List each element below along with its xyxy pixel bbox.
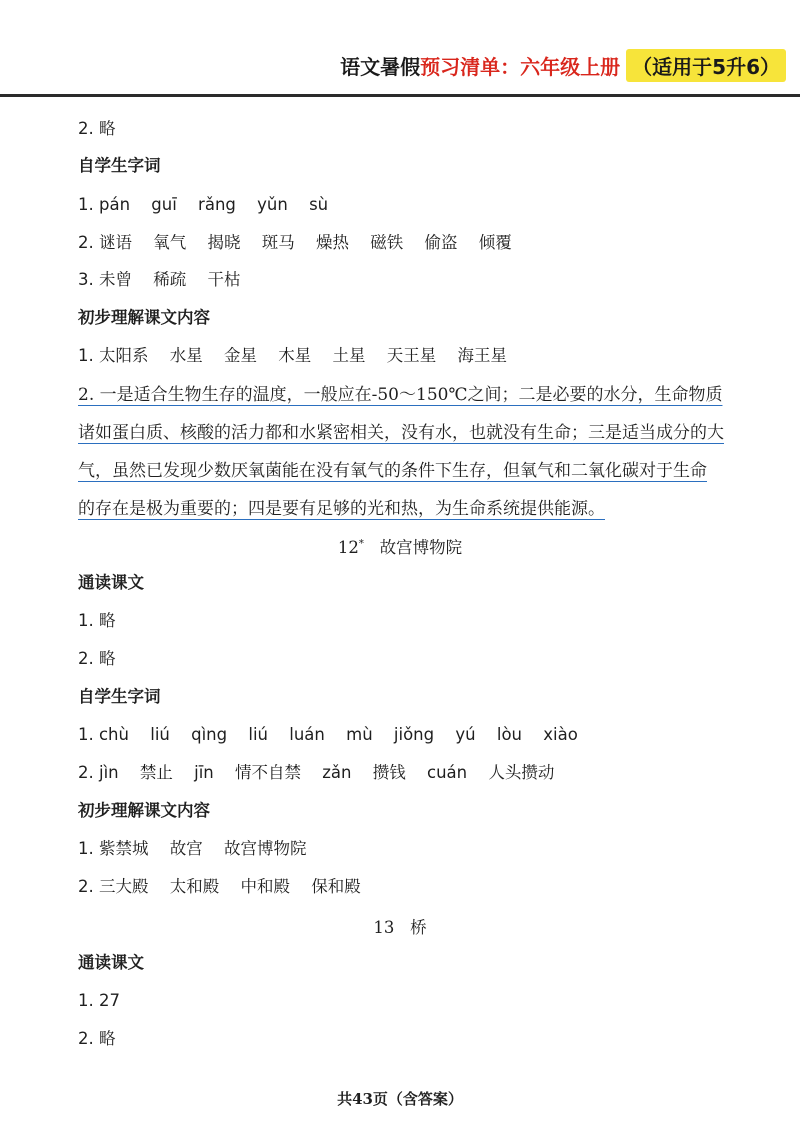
- vocab-word: 倾覆: [478, 233, 512, 252]
- answer-word: 故宫: [169, 839, 203, 858]
- self-study-heading: 自学生字词: [78, 687, 161, 706]
- vocab-word: 攒钱: [372, 763, 406, 782]
- lesson-number: 12: [337, 538, 359, 557]
- planet-word: 木星: [278, 346, 312, 365]
- planet-word: 土星: [332, 346, 366, 365]
- header-title-part1: 语文暑假: [340, 54, 421, 79]
- answer-paragraph: [78, 376, 728, 528]
- lesson-star: *: [358, 538, 364, 550]
- vocab-word: cuán: [427, 763, 468, 782]
- lesson-name: 故宫博物院: [379, 538, 463, 557]
- vocab-word: 干枯: [207, 270, 241, 289]
- read-item: 2. 略: [78, 649, 116, 668]
- vocab-word: 禁止: [139, 763, 173, 782]
- planet-word: 海王星: [457, 346, 507, 365]
- vocab-word: zǎn: [322, 763, 352, 782]
- vocab-word: 揭晓: [207, 233, 241, 252]
- pinyin-line: [78, 724, 578, 746]
- answer-line: 的存在是极为重要的；四是要有足够的光和热，为生命系统提供能源。: [78, 499, 605, 519]
- vocab-word: 稀疏: [153, 270, 187, 289]
- planets-line: [78, 345, 507, 367]
- answer-word: 故宫博物院: [224, 839, 307, 858]
- answer-line: 诸如蛋白质、核酸的活力都和水紧密相关，没有水，也就没有生命；三是适当成分的大: [78, 423, 724, 443]
- header-grade-badge: （适用于5升6）: [626, 49, 786, 82]
- planet-word: 金星: [224, 346, 257, 365]
- vocab-word: 人头攒动: [488, 763, 555, 782]
- pinyin-word: guī: [151, 195, 177, 214]
- vocab-word: 情不自禁: [235, 763, 302, 782]
- pinyin-word: 1. chù: [78, 725, 129, 744]
- vocab-word: 2. jìn: [78, 763, 119, 782]
- vocab-word: jīn: [194, 763, 214, 782]
- vocab-word: 3. 未曾: [78, 270, 132, 289]
- pinyin-word: luán: [289, 725, 325, 744]
- words-line: [78, 232, 512, 254]
- pinyin-word: 1. pán: [78, 195, 131, 214]
- understand-heading: 初步理解课文内容: [78, 308, 210, 327]
- pinyin-word: qìng: [191, 725, 228, 744]
- planet-word: 天王星: [386, 346, 437, 365]
- read-item: 1. 略: [78, 611, 116, 630]
- answer-line: 气，虽然已发现少数厌氧菌能在没有氧气的条件下生存，但氧气和二氧化碳对于生命: [78, 461, 707, 481]
- answer-line: 2. 一是适合生物生存的温度，一般应在-50～150℃之间；二是必要的水分，生命物质: [78, 385, 723, 405]
- pinyin-word: yú: [455, 725, 476, 744]
- pinyin-word: jiǒng: [393, 725, 435, 744]
- lesson-name: 桥: [410, 918, 427, 937]
- read-heading: 通读课文: [78, 573, 144, 592]
- read-heading: 通读课文: [78, 953, 144, 972]
- vocab-word: 磁铁: [370, 233, 404, 252]
- planet-word: 1. 太阳系: [78, 346, 149, 365]
- understand-item: [78, 876, 361, 898]
- pinyin-word: mù: [346, 725, 373, 744]
- answer-word: 保和殿: [311, 877, 361, 896]
- pinyin-word: liú: [248, 725, 269, 744]
- answer-word: 太和殿: [169, 877, 220, 896]
- pinyin-word: sù: [309, 195, 329, 214]
- answer-word: 1. 紫禁城: [78, 839, 149, 858]
- read-item: 1. 27: [78, 991, 120, 1010]
- planet-word: 水星: [169, 346, 203, 365]
- answer-word: 2. 三大殿: [78, 877, 149, 896]
- page-header: [340, 48, 786, 82]
- words-line: [78, 762, 554, 784]
- vocab-word: 氧气: [153, 233, 187, 252]
- self-study-heading: 自学生字词: [78, 156, 161, 175]
- pinyin-word: xiào: [543, 725, 578, 744]
- words-line-3: [78, 269, 241, 291]
- lesson-13-title: [0, 914, 800, 938]
- item-2-top: 2. 略: [78, 119, 116, 138]
- pinyin-line: [78, 194, 328, 216]
- vocab-word: 偷盗: [424, 233, 458, 252]
- pinyin-word: rǎng: [198, 195, 236, 214]
- pinyin-word: yǔn: [257, 195, 288, 214]
- header-title-part2: 预习清单：六年级上册: [420, 54, 621, 79]
- vocab-word: 斑马: [261, 233, 295, 252]
- lesson-number: 13: [373, 918, 395, 937]
- read-item: 2. 略: [78, 1029, 116, 1048]
- header-divider: [0, 94, 800, 97]
- lesson-12-title: [0, 534, 800, 558]
- understand-heading: 初步理解课文内容: [78, 801, 210, 820]
- understand-item: [78, 838, 307, 860]
- answer-word: 中和殿: [240, 877, 290, 896]
- pinyin-word: lòu: [496, 725, 522, 744]
- vocab-word: 2. 谜语: [78, 233, 132, 252]
- vocab-word: 燥热: [316, 233, 349, 252]
- page-footer: 共43页（含答案）: [337, 1090, 463, 1108]
- pinyin-word: liú: [150, 725, 170, 744]
